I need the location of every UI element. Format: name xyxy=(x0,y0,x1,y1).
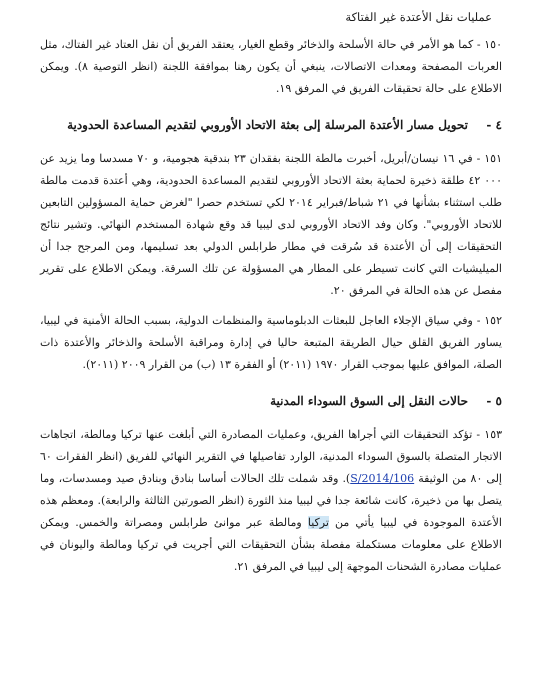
paragraph-150: ١٥٠ - كما هو الأمر في حالة الأسلحة والذخائر وقطع الغيار، يعتقد الفريق أن نقل العتاد غير الفتاك، مثل العربات المصفحة ومعدات الاتصالات، ينبغي أن يكون رهنا بموافقة اللجنة (انظر التوصية ٨). ويمكن الاطلاع على حالة تحقيقات الفريق في المرفق ١٩. xyxy=(40,38,503,95)
section-number: ٤ - xyxy=(486,118,502,132)
paragraph-153 xyxy=(40,424,502,578)
section-title: تحويل مسار الأعتدة المرسلة إلى بعثة الاتحاد الأوروبي لتقديم المساعدة الحدودية xyxy=(67,118,468,132)
highlighted-text[interactable]: تركيا xyxy=(307,516,329,529)
section-heading-5 xyxy=(40,390,502,412)
paragraph-151: ١٥١ - في ١٦ نيسان/أبريل، أخبرت مالطة اللجنة بفقدان ٢٣ بندقية هجومية، و ٧٠ مسدسا وما يزيد عن ٠٠٠ ٤٢ طلقة ذخيرة لحماية بعثة الاتحاد الأوروبي لتقديم المساعدة الحدودية، وهي أعتدة قدمت مالطة طلب استثناء بشأنها في ٢١ شباط/فبراير ٢٠١٤ لكي تستخدم حصرا "لغرض حماية المسؤولين التابعين للاتحاد الأوروبي". وكان وفد الاتحاد الأوروبي لدى ليبيا قد وقع شهادة المستخدم النهائي. وتشير نتائج التحقيقات إلى أن الأعتدة قد سُرقت في مطار طرابلس الدولي بعد تسليمها، ومن المرجح جدا أن الميليشيات التي كانت تسيطر على المطار هي المسؤولة عن تلك السرقة. ويمكن الاطلاع على تقرير مفصل عن هذه الحالة في المرفق ٢٠. xyxy=(40,152,502,297)
paragraph-152: ١٥٢ - وفي سياق الإجلاء العاجل للبعثات الدبلوماسية والمنظمات الدولية، بسبب الحالة الأمنية في ليبيا، يساور الفريق القلق حيال الطريقة المتبعة حاليا في إدارة ومراقبة الأسلحة والذخائر والأعتدة ذات الصلة، الموافق عليها بموجب القرار ١٩٧٠ (٢٠١١) أو الفقرة ١٣ (ب) من القرار ٢٠٠٩ (٢٠١١). xyxy=(40,314,502,371)
paragraph-text: ). وقد شملت تلك الحالات أساسا بنادق وبنادق صيد ومسدسات، وما يتصل بها من ذخيرة، كانت شائعة جدا في ليبيا منذ الثورة (انظر الصورتين الثالثة والرابعة). ومعظم هذه الأعتدة الموجودة في ليبيا يأتي من xyxy=(40,472,502,529)
section-title: حالات النقل إلى السوق السوداء المدنية xyxy=(270,394,468,408)
document-symbol-link[interactable]: S/2014/106 xyxy=(350,472,415,485)
section-number: ٥ - xyxy=(486,394,502,408)
paragraph-text: ومالطة عبر موانئ طرابلس ومصراتة والخمس. ويمكن الاطلاع على معلومات مستكملة مفصلة بشأن التحقيقات التي أجريت في تركيا ومالطة واليونان في عمليات مصادرة الشحنات الموجهة إلى ليبيا في المرفق ٢١. xyxy=(40,516,502,573)
paragraph-text: ١٥٣ - تؤكد التحقيقات التي أجراها الفريق، وعمليات المصادرة التي أبلغت عنها تركيا ومالطة، اتجاهات الاتجار المتصلة بالسوق السوداء المدنية، الوارد تفاصيلها في التقرير النهائي للفريق (انظر الفقرات ٦٠ إلى ٨٠ من الوثيقة xyxy=(40,428,503,485)
section-heading-4 xyxy=(40,114,502,136)
running-header: عمليات نقل الأعتدة غير الفتاكة xyxy=(345,10,492,24)
